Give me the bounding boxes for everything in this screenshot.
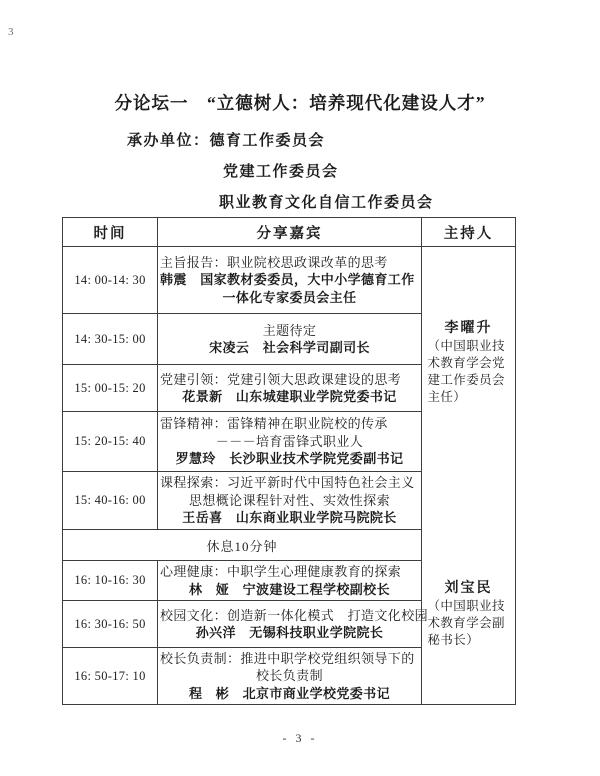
guest-line: 程 彬 北京市商业学校党委书记	[188, 685, 390, 701]
host-name: 李曜升	[444, 321, 493, 336]
guest-line: 主旨报告：职业院校思政课改革的思考	[160, 254, 388, 270]
column-header-2: 主持人	[422, 218, 516, 247]
guest-line: 孙兴洋 无锡科技职业学院院长	[195, 625, 384, 640]
organizer-line-3: 职业教育文化自信工作委员会	[219, 195, 434, 211]
guest-cell	[158, 561, 422, 601]
guest-line: 罗慧玲 长沙职业技术学院党委副书记	[175, 451, 404, 467]
guest-line: 主题待定	[262, 322, 317, 338]
time-cell: 15: 00-15: 20	[63, 365, 158, 412]
guest-line: 校长负责制：推进中职学校党组织领导下的	[160, 650, 415, 666]
guest-line: 韩震 国家教材委委员，大中小学德育工作	[160, 272, 415, 288]
host-affiliation: （中国职业技术教育学会党建工作委员会主任）	[427, 339, 505, 404]
column-header-1: 分享嘉宾	[158, 218, 422, 247]
guest-line: 花景新 山东城建职业学院党委书记	[182, 389, 397, 404]
guest-cell	[158, 314, 422, 365]
schedule-row	[63, 247, 516, 314]
host-affiliation: （中国职业技术教育学会副秘书长）	[427, 599, 505, 647]
guest-line: 党建引领：党建引领大思政课建设的思考	[160, 371, 402, 387]
organizer-line-1: 承办单位：德育工作委员会	[127, 133, 326, 149]
time-cell: 16: 10-16: 30	[63, 561, 158, 601]
time-cell: 15: 20-15: 40	[63, 412, 158, 472]
page-number: - 3 -	[282, 731, 318, 745]
schedule-table	[62, 217, 516, 705]
guest-line: 林 娅 宁波建设工程学校副校长	[188, 581, 390, 597]
guest-line: 课程探索：习近平新时代中国特色社会主义	[160, 475, 415, 491]
guest-line: 宋凌云 社会科学司副司长	[209, 340, 370, 355]
guest-cell	[158, 601, 429, 648]
header-row	[63, 218, 516, 247]
guest-line: 一体化专家委员会主任	[222, 289, 357, 305]
time-cell: 14: 30-15: 00	[63, 314, 158, 365]
corner-page-mark: 3	[8, 26, 14, 38]
organizer-line-2: 党建工作委员会	[223, 164, 339, 180]
host-block	[422, 577, 515, 649]
guest-cell	[158, 648, 422, 705]
forum-title: 分论坛一 “立德树人：培养现代化建设人才”	[114, 93, 486, 113]
schedule-table-header	[63, 218, 516, 247]
guest-line: 思想概论课程针对性、实效性探索	[188, 492, 390, 508]
break-cell: 休息10分钟	[63, 530, 422, 561]
host-cell	[422, 247, 516, 705]
host-block	[422, 317, 515, 406]
schedule-table-body	[63, 247, 516, 705]
time-cell: 16: 50-17: 10	[63, 648, 158, 705]
guest-cell	[158, 472, 422, 530]
guest-line: 王岳喜 山东商业职业学院马院院长	[182, 510, 397, 526]
column-header-0: 时间	[63, 218, 158, 247]
guest-cell	[158, 412, 422, 472]
time-cell: 14: 00-14: 30	[63, 247, 158, 314]
guest-line: 心理健康：中职学生心理健康教育的探索	[160, 564, 402, 579]
host-name: 刘宝民	[444, 581, 493, 596]
guest-line: 雷锋精神：雷锋精神在职业院校的传承	[160, 416, 388, 432]
guest-line: 校园文化：创造新一体化模式 打造文化校园	[160, 607, 429, 623]
time-cell: 15: 40-16: 00	[63, 472, 158, 530]
time-cell: 16: 30-16: 50	[63, 601, 158, 648]
guest-line: 校长负责制	[255, 668, 323, 684]
guest-cell	[158, 247, 422, 314]
guest-line: －－－培育雷锋式职业人	[215, 433, 364, 449]
guest-cell	[158, 365, 422, 412]
